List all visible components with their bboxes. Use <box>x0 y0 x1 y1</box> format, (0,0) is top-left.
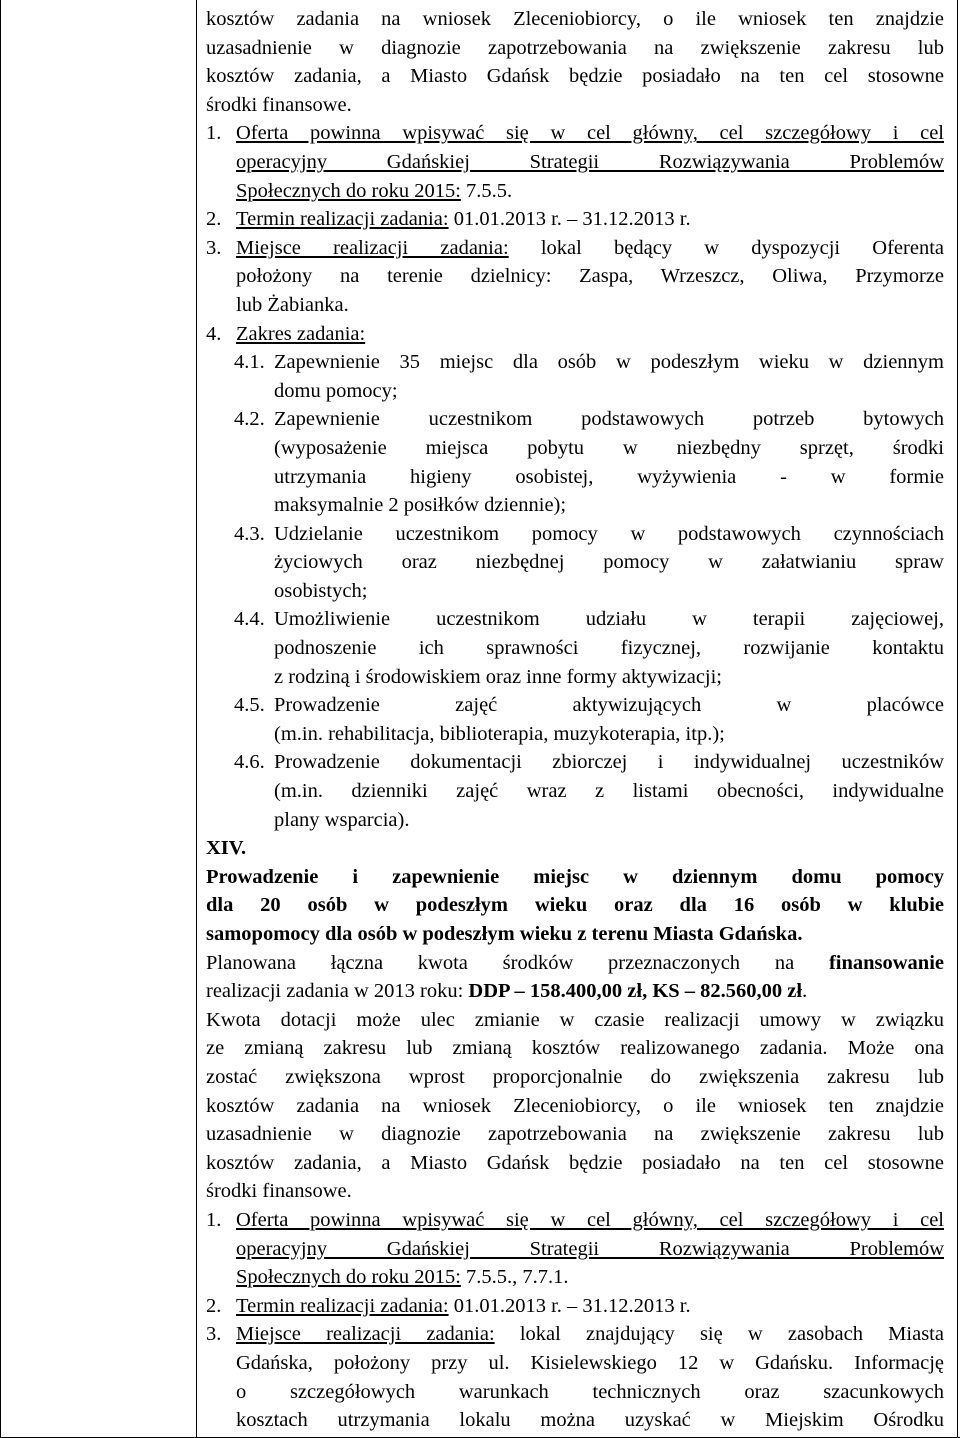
list-item <box>206 1206 944 1292</box>
item-value: 01.01.2013 r. – 31.12.2013 r. <box>448 208 691 231</box>
item-text: operacyjny Gdańskiej Strategii Rozwiązywania Problemów <box>236 150 944 173</box>
funding-text: . <box>802 980 808 1003</box>
item-text: Oferta powinna wpisywać się w cel główny, cel szczegółowy i cel <box>236 122 944 145</box>
sub-list-item <box>206 605 944 691</box>
item-number: 1. <box>206 1208 222 1231</box>
list-item <box>206 205 944 234</box>
sub-list-item <box>206 691 944 748</box>
item-text: maksymalnie 2 posiłków dziennie); <box>274 494 567 517</box>
item-text: Zapewnienie 35 miejsc dla osób w podeszłym wieku w dziennym <box>274 351 944 374</box>
item-value: lokal znajdujący się w zasobach Miasta <box>494 1323 944 1346</box>
item-label: Termin realizacji zadania: <box>236 1294 449 1317</box>
item-number: 2. <box>206 208 222 231</box>
item-text: (m.in. dzienniki zajęć wraz z listami obecności, indywidualne <box>274 780 944 803</box>
paragraph-line: uzasadnienie w diagnozie zapotrzebowania na zwiększenie zakresu lub <box>206 36 944 59</box>
funding-line <box>206 977 944 1006</box>
item-number: 1. <box>206 122 222 145</box>
item-value: 7.5.5. <box>460 179 513 202</box>
item-label: Termin realizacji zadania: <box>236 208 449 231</box>
section-title-line: Prowadzenie i zapewnienie miejsc w dziennym domu pomocy <box>206 865 944 888</box>
table-column-divider <box>196 0 197 1438</box>
paragraph-line: kosztów zadania, a Miasto Gdańsk będzie posiadało na ten cel stosowne <box>206 1151 944 1174</box>
document-body <box>206 0 944 1435</box>
item-text: (m.in. rehabilitacja, biblioterapia, muzykoterapia, itp.); <box>274 722 725 745</box>
table-border-right <box>957 0 958 1438</box>
item-number: 3. <box>206 236 222 259</box>
item-text: utrzymania higieny osobistej, wyżywienia - w formie <box>274 465 944 488</box>
item-text: życiowych oraz niezbędnej pomocy w załatwianiu spraw <box>274 551 944 574</box>
paragraph-line: Kwota dotacji może ulec zmianie w czasie realizacji umowy w związku <box>206 1008 944 1031</box>
paragraph-line: kosztów zadania na wniosek Zleceniobiorcy, o ile wniosek ten znajdzie <box>206 8 944 30</box>
item-text: (wyposażenie miejsca pobytu w niezbędny sprzęt, środki <box>274 436 944 459</box>
item-text: Umożliwienie uczestnikom udziału w terapii zajęciowej, <box>274 608 944 631</box>
sub-list-item <box>206 405 944 519</box>
table-border-left <box>0 0 1 1438</box>
item-number: 4.4. <box>234 608 265 631</box>
funding-amounts: DDP – 158.400,00 zł, KS – 82.560,00 zł <box>468 980 803 1003</box>
list-item <box>206 119 944 205</box>
item-text: Gdańska, położony przy ul. Kisielewskiego 12 w Gdańsku. Informację <box>236 1351 944 1374</box>
item-text: kosztach utrzymania lokalu można uzyskać w Miejskim Ośrodku <box>236 1409 944 1432</box>
list-item <box>206 320 944 349</box>
funding-text: realizacji zadania w 2013 roku: <box>206 980 469 1003</box>
section-title-line: dla 20 osób w podeszłym wieku oraz dla 16 osób w klubie <box>206 894 944 917</box>
item-text: Prowadzenie zajęć aktywizujących w placówce <box>274 694 944 717</box>
item-text: operacyjny Gdańskiej Strategii Rozwiązywania Problemów <box>236 1237 944 1260</box>
list-item <box>206 1292 944 1321</box>
item-value: 7.5.5., 7.7.1. <box>460 1266 569 1289</box>
item-text: o szczegółowych warunkach technicznych oraz szacunkowych <box>236 1380 944 1403</box>
funding-line <box>206 949 944 978</box>
item-number: 4.5. <box>234 694 265 717</box>
item-text: plany wsparcia). <box>274 808 410 831</box>
funding-text: Planowana łączna kwota środków przeznaczonych na <box>206 951 829 974</box>
sub-list-item <box>206 748 944 834</box>
list-item <box>206 1320 944 1434</box>
item-text: położony na terenie dzielnicy: Zaspa, Wrzeszcz, Oliwa, Przymorze <box>236 265 944 288</box>
item-text: Zapewnienie uczestnikom podstawowych potrzeb bytowych <box>274 408 944 431</box>
paragraph-line: środki finansowe. <box>206 1180 352 1203</box>
paragraph-line: kosztów zadania, a Miasto Gdańsk będzie posiadało na ten cel stosowne <box>206 65 944 88</box>
item-text: z rodziną i środowiskiem oraz inne formy aktywizacji; <box>274 665 723 688</box>
funding-keyword: finansowanie <box>828 951 944 974</box>
item-text: podnoszenie ich sprawności fizycznej, rozwijanie kontaktu <box>274 637 944 660</box>
paragraph-line: zostać zwiększona wprost proporcjonalnie do zwiększenia zakresu lub <box>206 1065 944 1088</box>
item-label: Społecznych do roku 2015: <box>236 179 461 202</box>
item-number: 4.1. <box>234 351 265 374</box>
item-label: Zakres zadania: <box>236 322 366 345</box>
item-label: Miejsce realizacji zadania: <box>236 1323 495 1346</box>
item-number: 4.3. <box>234 522 265 545</box>
item-value: lokal będący w dyspozycji Oferenta <box>508 236 944 259</box>
item-text: Oferta powinna wpisywać się w cel główny, cel szczegółowy i cel <box>236 1208 944 1231</box>
item-text: Udzielanie uczestnikom pomocy w podstawowych czynnościach <box>274 522 944 545</box>
sub-list-item <box>206 520 944 606</box>
list-item <box>206 234 944 320</box>
paragraph-line: uzasadnienie w diagnozie zapotrzebowania na zwiększenie zakresu lub <box>206 1123 944 1146</box>
item-text: Prowadzenie dokumentacji zbiorczej i indywidualnej uczestników <box>274 751 944 774</box>
section-title-line: samopomocy dla osób w podeszłym wieku z terenu Miasta Gdańska. <box>206 923 803 945</box>
paragraph-line: środki finansowe. <box>206 93 352 116</box>
paragraph-line: ze zmianą zakresu lub zmianą kosztów realizowanego zadania. Może ona <box>206 1037 944 1060</box>
item-text: lub Żabianka. <box>236 293 349 316</box>
item-text: osobistych; <box>274 579 368 602</box>
paragraph-line: kosztów zadania na wniosek Zleceniobiorcy, o ile wniosek ten znajdzie <box>206 1094 944 1117</box>
item-text: domu pomocy; <box>274 379 398 402</box>
item-number: 3. <box>206 1323 222 1346</box>
item-number: 2. <box>206 1294 222 1317</box>
sub-list-item <box>206 348 944 405</box>
item-number: 4.6. <box>234 751 265 774</box>
item-label: Społecznych do roku 2015: <box>236 1266 461 1289</box>
section-number: XIV. <box>206 837 247 860</box>
item-value: 01.01.2013 r. – 31.12.2013 r. <box>448 1294 691 1317</box>
block-1 <box>206 5 944 834</box>
item-number: 4. <box>206 322 222 345</box>
item-label: Miejsce realizacji zadania: <box>236 236 509 259</box>
item-number: 4.2. <box>234 408 265 431</box>
block-2 <box>206 834 944 1434</box>
